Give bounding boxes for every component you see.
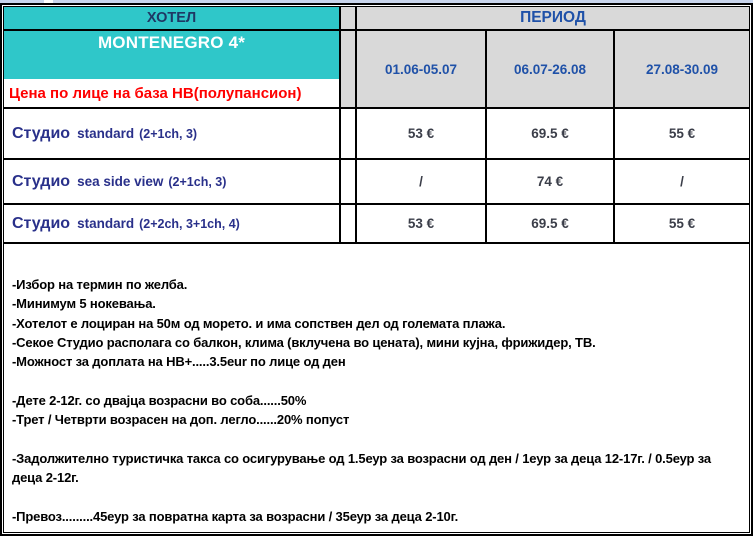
hotel-header-cell <box>4 7 341 29</box>
price-cell: / <box>357 160 487 203</box>
room-name: Студио <box>12 172 71 190</box>
spacer-cell <box>341 31 357 107</box>
period-cell-3: 27.08-30.09 <box>615 31 749 107</box>
notes-section <box>4 244 749 532</box>
room-row-studio-standard-2 <box>4 205 749 244</box>
table-outer-frame <box>0 3 753 536</box>
room-occupancy: (2+1ch, 3) <box>139 126 198 141</box>
price-cell: 53 € <box>357 109 487 158</box>
room-name: Студио <box>12 124 71 142</box>
note-line-blank <box>12 487 741 506</box>
note-line: -Превоз.........45еур за повратна карта за возрасни / 35еур за деца 2-10г. <box>12 508 459 524</box>
hotel-section-row <box>4 31 749 109</box>
note-line: -Избор на термин по желба. <box>12 277 188 292</box>
period-cell-1: 01.06-05.07 <box>357 31 487 107</box>
room-type: standard <box>77 216 135 231</box>
price-cell: / <box>615 160 749 203</box>
room-occupancy: (2+1ch, 3) <box>168 174 227 189</box>
price-cell: 74 € <box>487 160 615 203</box>
room-label-cell <box>4 205 341 242</box>
period-header-label: ПЕРИОД <box>520 9 586 26</box>
table-header-row <box>4 7 749 31</box>
note-line: -Трет / Четврти возрасен на доп. легло......20% попуст <box>12 412 350 428</box>
room-occupancy: (2+2ch, 3+1ch, 4) <box>139 216 240 231</box>
note-line: -Минимум 5 нокевања. <box>12 296 156 312</box>
spacer-cell <box>341 7 357 29</box>
spacer-cell <box>341 109 357 158</box>
table-inner-frame <box>3 6 750 533</box>
note-line-blank <box>12 371 741 390</box>
hotel-name: MONTENEGRO 4* <box>4 31 339 79</box>
price-cell: 69.5 € <box>487 109 615 158</box>
note-line: -Дете 2-12г. со двајца возрасни во соба......50% <box>12 392 307 408</box>
room-label-cell <box>4 160 341 203</box>
room-row-studio-seaview <box>4 160 749 205</box>
price-basis-label: Цена по лице на база НВ(полупансион) <box>9 84 302 102</box>
spacer-cell <box>341 205 357 242</box>
price-cell: 53 € <box>357 205 487 242</box>
note-line: -Секое Студио располага со балкон, клима (вклучена во цената), мини кујна, фрижидер, ТВ. <box>12 334 596 350</box>
hotel-header-label: ХОТЕЛ <box>146 10 197 26</box>
room-name: Студио <box>12 214 71 232</box>
room-type: sea side view <box>77 174 164 189</box>
period-cell-2: 06.07-26.08 <box>487 31 615 107</box>
spacer-cell <box>341 160 357 203</box>
price-cell: 69.5 € <box>487 205 615 242</box>
note-line-blank <box>12 429 741 448</box>
price-cell: 55 € <box>615 109 749 158</box>
room-type: standard <box>77 126 135 141</box>
room-row-studio-standard-1 <box>4 109 749 160</box>
price-cell: 55 € <box>615 205 749 242</box>
room-label-cell <box>4 109 341 158</box>
note-line: -Можност за доплата на НВ+.....3.5eur по лице од ден <box>12 354 346 370</box>
hotel-info-cell <box>4 31 341 107</box>
note-line: -Задолжително туристичка такса со осигурување од 1.5еур за возрасни од ден / 1еур за деца 12-17г. / 0.5еур за деца 2-12г. <box>12 450 711 485</box>
period-header-cell <box>357 7 749 29</box>
note-line: -Хотелот е лоциран на 50м од морето. и има сопствен дел од големата плажа. <box>12 315 506 331</box>
